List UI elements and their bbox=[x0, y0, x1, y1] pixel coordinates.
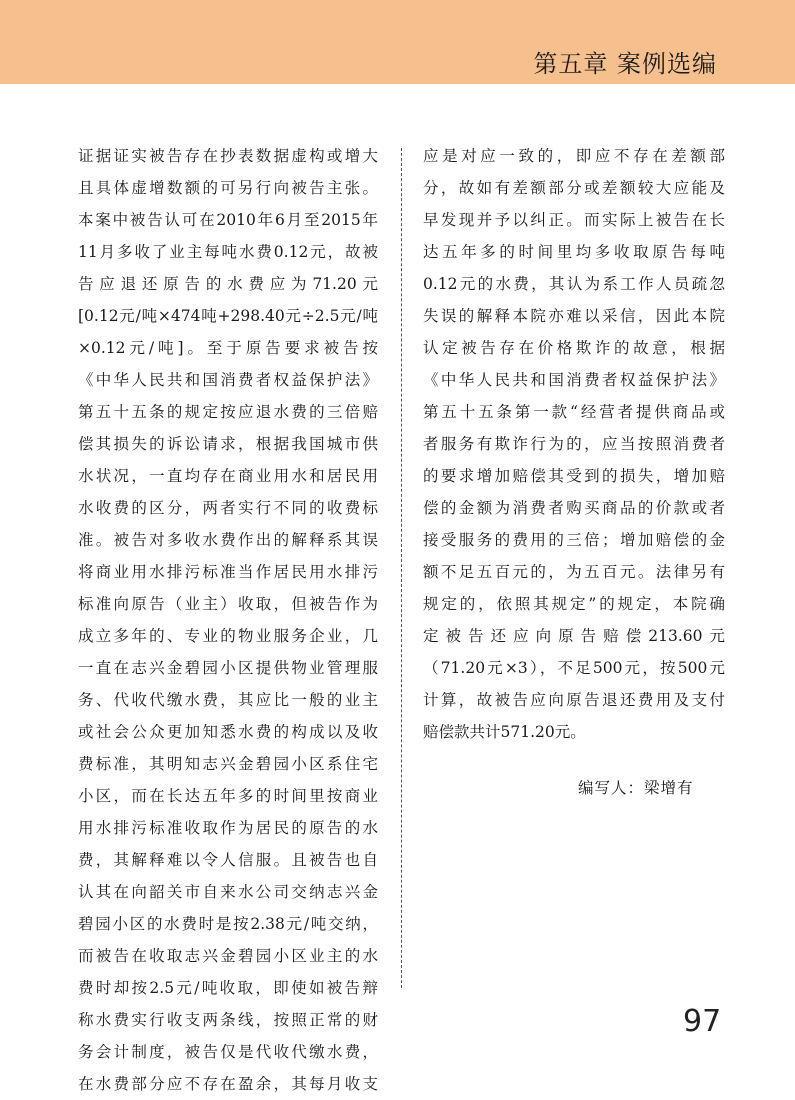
text-line: 务、代收代缴水费，其应比一般的业主 bbox=[78, 691, 378, 709]
text-line: 标准向原告（业主）收取，但被告作为 bbox=[78, 595, 378, 613]
text-line: 费，其解释难以令人信服。且被告也自 bbox=[78, 851, 378, 869]
text-line: 第五十五条第一款“经营者提供商品或 bbox=[423, 403, 725, 421]
text-line: 且具体虚增数额的可另行向被告主张。 bbox=[78, 179, 378, 197]
text-line: 用水排污标准收取作为居民的原告的水 bbox=[78, 819, 378, 837]
text-line: 碧园小区的水费时是按2.38元/吨交纳， bbox=[78, 915, 378, 933]
text-line: 《中华人民共和国消费者权益保护法》 bbox=[423, 371, 725, 389]
text-line: 水收费的区分，两者实行不同的收费标 bbox=[78, 499, 378, 517]
text-line: 应是对应一致的，即应不存在差额部 bbox=[423, 147, 725, 165]
right-text-column bbox=[423, 140, 725, 748]
text-line: （71.20元×3），不足500元，按500元 bbox=[423, 659, 725, 677]
text-line: 务会计制度，被告仅是代收代缴水费， bbox=[78, 1043, 378, 1061]
left-text-column bbox=[78, 140, 378, 1100]
text-line: 分，故如有差额部分或差额较大应能及 bbox=[423, 179, 725, 197]
text-line: [0.12元/吨×474吨+298.40元÷2.5元/吨 bbox=[78, 307, 378, 325]
text-line: 小区，而在长达五年多的时间里按商业 bbox=[78, 787, 378, 805]
text-line: 偿其损失的诉讼请求，根据我国城市供 bbox=[78, 435, 378, 453]
text-line: 规定的，依照其规定”的规定，本院确 bbox=[423, 595, 725, 613]
text-line: 0.12元的水费，其认为系工作人员疏忽 bbox=[423, 275, 725, 293]
text-line: 称水费实行收支两条线，按照正常的财 bbox=[78, 1011, 378, 1029]
page-number: 97 bbox=[683, 1004, 722, 1039]
text-line: 第五十五条的规定按应退水费的三倍赔 bbox=[78, 403, 378, 421]
text-line: 一直在志兴金碧园小区提供物业管理服 bbox=[78, 659, 378, 677]
chapter-title: 第五章 案例选编 bbox=[533, 50, 717, 78]
text-line: 定被告还应向原告赔偿213.60元 bbox=[423, 627, 725, 645]
text-line: ×0.12元/吨]。至于原告要求被告按 bbox=[78, 339, 378, 357]
text-line: 认其在向韶关市自来水公司交纳志兴金 bbox=[78, 883, 378, 901]
column-divider bbox=[401, 148, 402, 988]
text-line: 赔偿款共计571.20元。 bbox=[423, 723, 586, 741]
editor-credit: 编写人：梁增有 bbox=[578, 779, 694, 797]
text-line: 接受服务的费用的三倍；增加赔偿的金 bbox=[423, 531, 725, 549]
text-line: 费时却按2.5元/吨收取，即使如被告辩 bbox=[78, 979, 378, 997]
text-line: 本案中被告认可在2010年6月至2015年 bbox=[78, 211, 378, 229]
text-line: 者服务有欺诈行为的，应当按照消费者 bbox=[423, 435, 725, 453]
text-line: 在水费部分应不存在盈余，其每月收支 bbox=[78, 1075, 378, 1093]
text-line: 水状况，一直均存在商业用水和居民用 bbox=[78, 467, 378, 485]
text-line: 费标准，其明知志兴金碧园小区系住宅 bbox=[78, 755, 378, 773]
text-line: 达五年多的时间里均多收取原告每吨 bbox=[423, 243, 725, 261]
text-line: 《中华人民共和国消费者权益保护法》 bbox=[78, 371, 378, 389]
text-line: 额不足五百元的，为五百元。法律另有 bbox=[423, 563, 725, 581]
text-line: 早发现并予以纠正。而实际上被告在长 bbox=[423, 211, 725, 229]
text-line: 计算，故被告应向原告退还费用及支付 bbox=[423, 691, 725, 709]
text-line: 认定被告存在价格欺诈的故意，根据 bbox=[423, 339, 725, 357]
text-line: 的要求增加赔偿其受到的损失，增加赔 bbox=[423, 467, 725, 485]
text-line: 11月多收了业主每吨水费0.12元，故被 bbox=[78, 243, 378, 261]
text-line: 偿的金额为消费者购买商品的价款或者 bbox=[423, 499, 725, 517]
text-line: 准。被告对多收水费作出的解释系其误 bbox=[78, 531, 378, 549]
text-line: 或社会公众更加知悉水费的构成以及收 bbox=[78, 723, 378, 741]
text-line: 告应退还原告的水费应为71.20元 bbox=[78, 275, 378, 293]
text-line: 而被告在收取志兴金碧园小区业主的水 bbox=[78, 947, 378, 965]
text-line: 证据证实被告存在抄表数据虚构或增大 bbox=[78, 147, 378, 165]
text-line: 成立多年的、专业的物业服务企业，几 bbox=[78, 627, 378, 645]
text-line: 将商业用水排污标准当作居民用水排污 bbox=[78, 563, 378, 581]
text-line: 失误的解释本院亦难以采信，因此本院 bbox=[423, 307, 725, 325]
